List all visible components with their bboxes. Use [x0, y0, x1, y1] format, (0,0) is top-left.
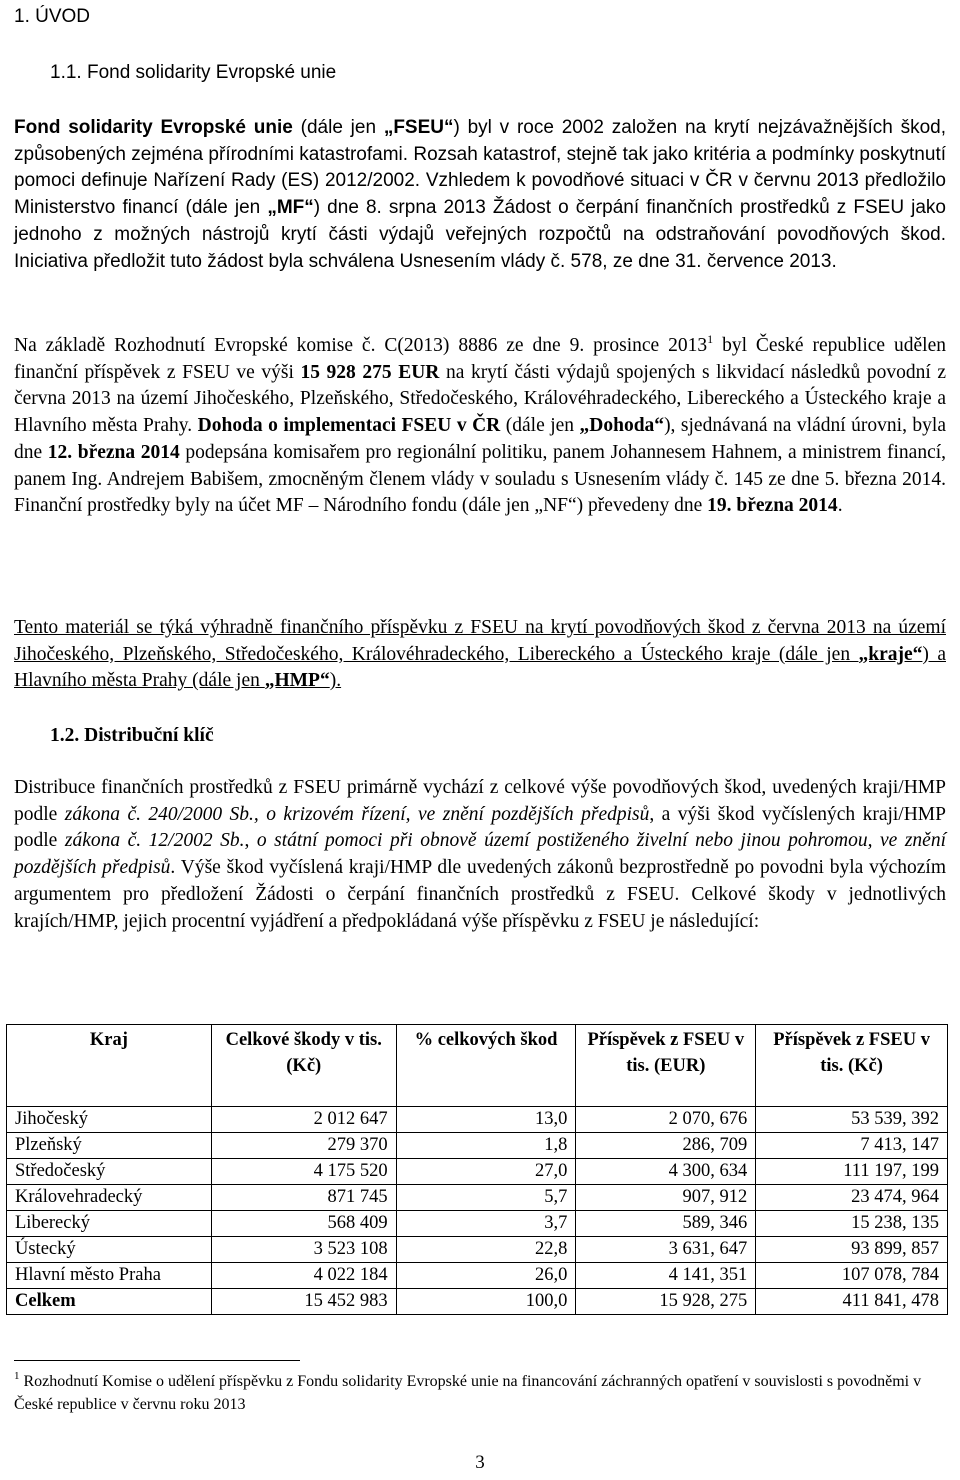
cell-eur: 907, 912: [576, 1185, 756, 1211]
cell-eur: 2 070, 676: [576, 1107, 756, 1133]
table-row: [7, 1263, 948, 1289]
cell-skody: 871 745: [211, 1185, 396, 1211]
cell-kraj: Královehradecký: [7, 1185, 212, 1211]
fseu-name: Fond solidarity Evropské unie: [14, 117, 293, 138]
cell-kc: 93 899, 857: [756, 1237, 948, 1263]
table-row: [7, 1107, 948, 1133]
cell-kraj: Liberecký: [7, 1211, 212, 1237]
paragraph-distribuce: Distribuce finančních prostředků z FSEU primárně vychází z celkové výše povodňových škod, uvedených kraji/HMP podle zákona č. 240/2000 Sb., o krizovém řízení, ve znění pozdějších předpisů, a výši škod vyčíslených kraji/HMP podle zákona č. 12/2002 Sb., o státní pomoci při obnově území postiženého živelní nebo jinou pohromou, ve znění pozdějších předpisů. Výše škod vyčíslená kraji/HMP dle uvedených zákonů bezprostředně po povodni byla výchozím argumentem pro předložení Žádosti o čerpání finančních prostředků z FSEU. Celkové škody v jednotlivých krajích/HMP, jejich procentní vyjádření a předpokládaná výše příspěvku z FSEU je následující:: [14, 777, 946, 932]
cell-eur: 286, 709: [576, 1133, 756, 1159]
table-total-row: [7, 1289, 948, 1315]
cell-skody: 568 409: [211, 1211, 396, 1237]
cell-procento: 26,0: [396, 1263, 576, 1289]
cell-procento: 1,8: [396, 1133, 576, 1159]
cell-skody: 279 370: [211, 1133, 396, 1159]
cell-procento: 27,0: [396, 1159, 576, 1185]
col-header-kraj: Kraj: [7, 1025, 212, 1107]
cell-kraj: Středočeský: [7, 1159, 212, 1185]
cell-skody: 4 175 520: [211, 1159, 396, 1185]
footnote-text: Rozhodnutí Komise o udělení příspěvku z Fondu solidarity Evropské unie na financování záchranných opatření v souvislosti s povodněmi v České republice v červnu roku 2013: [14, 1373, 922, 1413]
footnote-ref: 1: [707, 332, 714, 346]
cell-skody: 4 022 184: [211, 1263, 396, 1289]
footnote-divider: [14, 1360, 300, 1361]
table-row: [7, 1185, 948, 1211]
cell-kc: 23 474, 964: [756, 1185, 948, 1211]
table-row: [7, 1159, 948, 1185]
cell-eur: 4 300, 634: [576, 1159, 756, 1185]
table-header-row: [7, 1025, 948, 1107]
col-header-procento: % celkových škod: [396, 1025, 576, 1107]
cell-total-label: Celkem: [7, 1289, 212, 1315]
footnote: [14, 1371, 946, 1416]
paragraph-rozhodnuti: Na základě Rozhodnutí Evropské komise č. C(2013) 8886 ze dne 9. prosince 2013$^1$ byl České republice udělen finanční příspěvek z FSEU ve výši 15 928 275 EUR na krytí části výdajů spojených s likvidací následků povodní z června 2013 na území Jihočeského, Plzeňského, Středočeského, Královéhradeckého, Libereckého a Ústeckého kraje a Hlavního města Prahy. Dohoda o implementaci FSEU v ČR (dále jen „Dohoda“), sjednávaná na vládní úrovni, byla dne 12. března 2014 podepsána komisařem pro regionální politiku, panem Johannesem Hahnem, a ministrem financí, panem Ing. Andrejem Babišem, zmocněným členem vlády v souladu s Usnesením vlády č. 145 ze dne 5. března 2014. Finanční prostředky byly na účet MF – Národního fondu (dále jen „NF“) převedeny dne 19. března 2014.: [14, 332, 947, 517]
heading-fond-solidarity: 1.1. Fond solidarity Evropské unie: [50, 62, 337, 83]
cell-kc: 7 413, 147: [756, 1133, 948, 1159]
cell-procento: 3,7: [396, 1211, 576, 1237]
heading-uvod: 1. ÚVOD: [14, 6, 91, 27]
col-header-prispevek-kc: Příspěvek z FSEU v tis. (Kč): [756, 1025, 948, 1107]
cell-eur: 589, 346: [576, 1211, 756, 1237]
cell-procento: 22,8: [396, 1237, 576, 1263]
page-number: 3: [475, 1452, 485, 1473]
col-header-celkove-skody: Celkové škody v tis. (Kč): [211, 1025, 396, 1107]
cell-kraj: Plzeňský: [7, 1133, 212, 1159]
footnote-marker: 1: [14, 1370, 20, 1382]
cell-procento: 5,7: [396, 1185, 576, 1211]
damage-table: [6, 1024, 948, 1315]
cell-kc: 107 078, 784: [756, 1263, 948, 1289]
cell-procento: 13,0: [396, 1107, 576, 1133]
contribution-amount: 15 928 275 EUR: [300, 361, 440, 383]
cell-total-skody: 15 452 983: [211, 1289, 396, 1315]
paragraph-scope: Tento materiál se týká výhradně finančního příspěvku z FSEU na krytí povodňových škod z června 2013 na území Jihočeského, Plzeňského, Středočeského, Královéhradeckého, Libereckého a Ústeckého kraje (dále jen „kraje“) a Hlavního města Prahy (dále jen „HMP“).: [14, 617, 946, 692]
cell-eur: 4 141, 351: [576, 1263, 756, 1289]
table-row: [7, 1133, 948, 1159]
cell-kraj: Jihočeský: [7, 1107, 212, 1133]
table-row: [7, 1211, 948, 1237]
paragraph-fseu-intro: Fond solidarity Evropské unie (dále jen „FSEU“) byl v roce 2002 založen na krytí nejzávažnějších škod, způsobených zejména přírodními katastrofami. Rozsah katastrof, stejně tak jako kritéria a podmínky poskytnutí pomoci definuje Nařízení Rady (ES) 2012/2002. Vzhledem k povodňové situaci v ČR v červnu 2013 předložilo Ministerstvo financí (dále jen „MF“) dne 8. srpna 2013 Žádost o čerpání finančních prostředků z FSEU jako jednoho z možných nástrojů krytí části výdajů veřejných rozpočtů na odstraňování povodňových škod. Iniciativa předložit tuto žádost byla schválena Usnesením vlády č. 578, ze dne 31. července 2013.: [14, 117, 946, 272]
dohoda-title: Dohoda o implementaci FSEU v ČR: [197, 415, 501, 437]
cell-total-eur: 15 928, 275: [576, 1289, 756, 1315]
heading-distribucni-klic: 1.2. Distribuční klíč: [50, 725, 214, 746]
cell-kc: 53 539, 392: [756, 1107, 948, 1133]
cell-total-kc: 411 841, 478: [756, 1289, 948, 1315]
cell-skody: 2 012 647: [211, 1107, 396, 1133]
table-row: [7, 1237, 948, 1263]
cell-kraj: Ústecký: [7, 1237, 212, 1263]
cell-skody: 3 523 108: [211, 1237, 396, 1263]
cell-kraj: Hlavní město Praha: [7, 1263, 212, 1289]
cell-kc: 111 197, 199: [756, 1159, 948, 1185]
cell-total-procento: 100,0: [396, 1289, 576, 1315]
cell-kc: 15 238, 135: [756, 1211, 948, 1237]
cell-eur: 3 631, 647: [576, 1237, 756, 1263]
col-header-prispevek-eur: Příspěvek z FSEU v tis. (EUR): [576, 1025, 756, 1107]
